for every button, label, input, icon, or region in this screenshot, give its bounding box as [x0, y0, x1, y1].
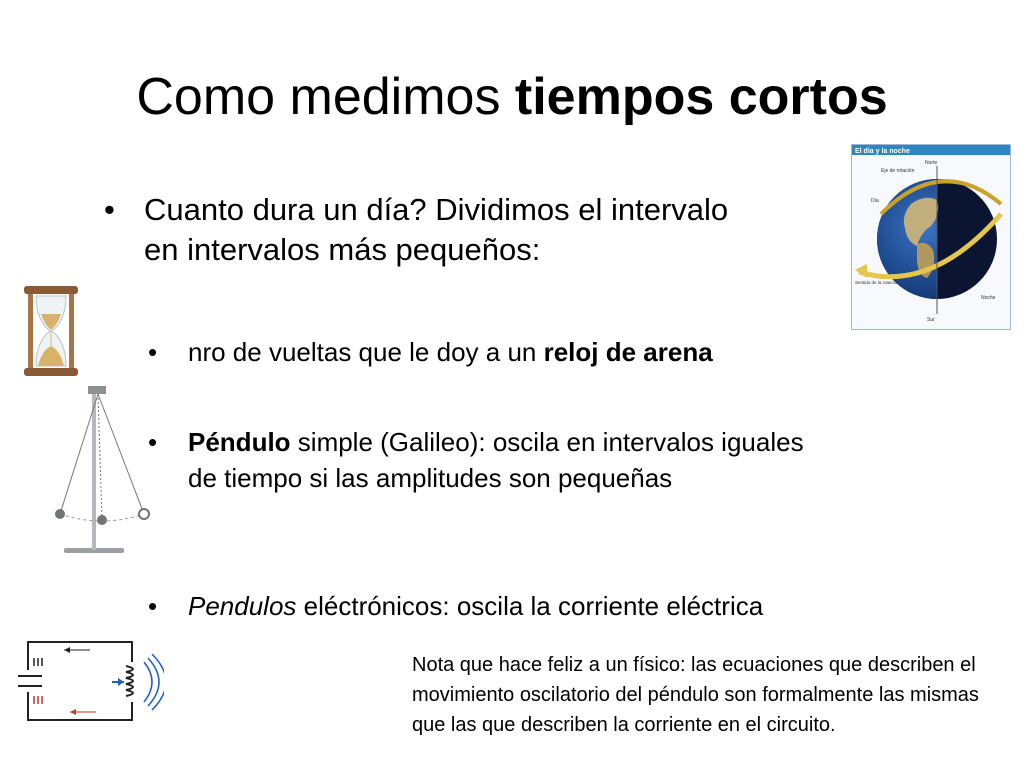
sub-bullet-prefix: nro de vueltas que le doy a un: [188, 337, 544, 367]
hourglass-icon: [22, 284, 80, 378]
sub-bullet-text: [188, 588, 828, 624]
bullet-dot: •: [148, 337, 158, 367]
label-day: Día: [871, 198, 879, 204]
label-sense: Sentido de la rotación: [855, 280, 899, 285]
label-axis: Eje de rotación: [881, 168, 915, 174]
sub-bullet-rest: eléctrónicos: oscila la corriente eléctrica: [296, 591, 764, 621]
earth-figure-header: El día y la noche: [855, 148, 910, 155]
title-normal: Como medimos: [136, 68, 515, 126]
sub-bullet-bold: reloj de arena: [543, 337, 713, 367]
earth-rotation-figure: [851, 144, 1011, 330]
label-night: Noche: [981, 295, 996, 301]
bullet-dot: •: [148, 427, 158, 457]
physicist-note: Nota que hace feliz a un físico: las ecuaciones que describen el movimiento oscilatorio del péndulo son formalmente las mismas que las que describen la corriente en el circuito.: [412, 654, 979, 736]
slide-title: [0, 66, 1024, 128]
bullet-dot: •: [148, 591, 158, 621]
label-north: Norte: [925, 160, 938, 166]
earth-rotation-image: [851, 144, 1011, 330]
label-south: Sur: [927, 317, 935, 323]
bullet-dot: •: [104, 192, 115, 227]
sub-bullet-rest: simple (Galileo): oscila en intervalos iguales de tiempo si las amplitudes son pequeñas: [188, 427, 804, 493]
sub-bullet-text: [188, 334, 828, 370]
sub-bullet-text: [188, 424, 828, 496]
pendulum-icon: [48, 382, 154, 556]
title-bold: tiempos cortos: [514, 68, 888, 126]
sub-bullet-bold: Péndulo: [188, 427, 291, 457]
lc-circuit-icon: [14, 636, 164, 726]
main-bullet-text: Cuanto dura un día? Dividimos el intervalo en intervalos más pequeños:: [144, 192, 729, 267]
sub-bullet-italic: Pendulos: [188, 591, 297, 621]
